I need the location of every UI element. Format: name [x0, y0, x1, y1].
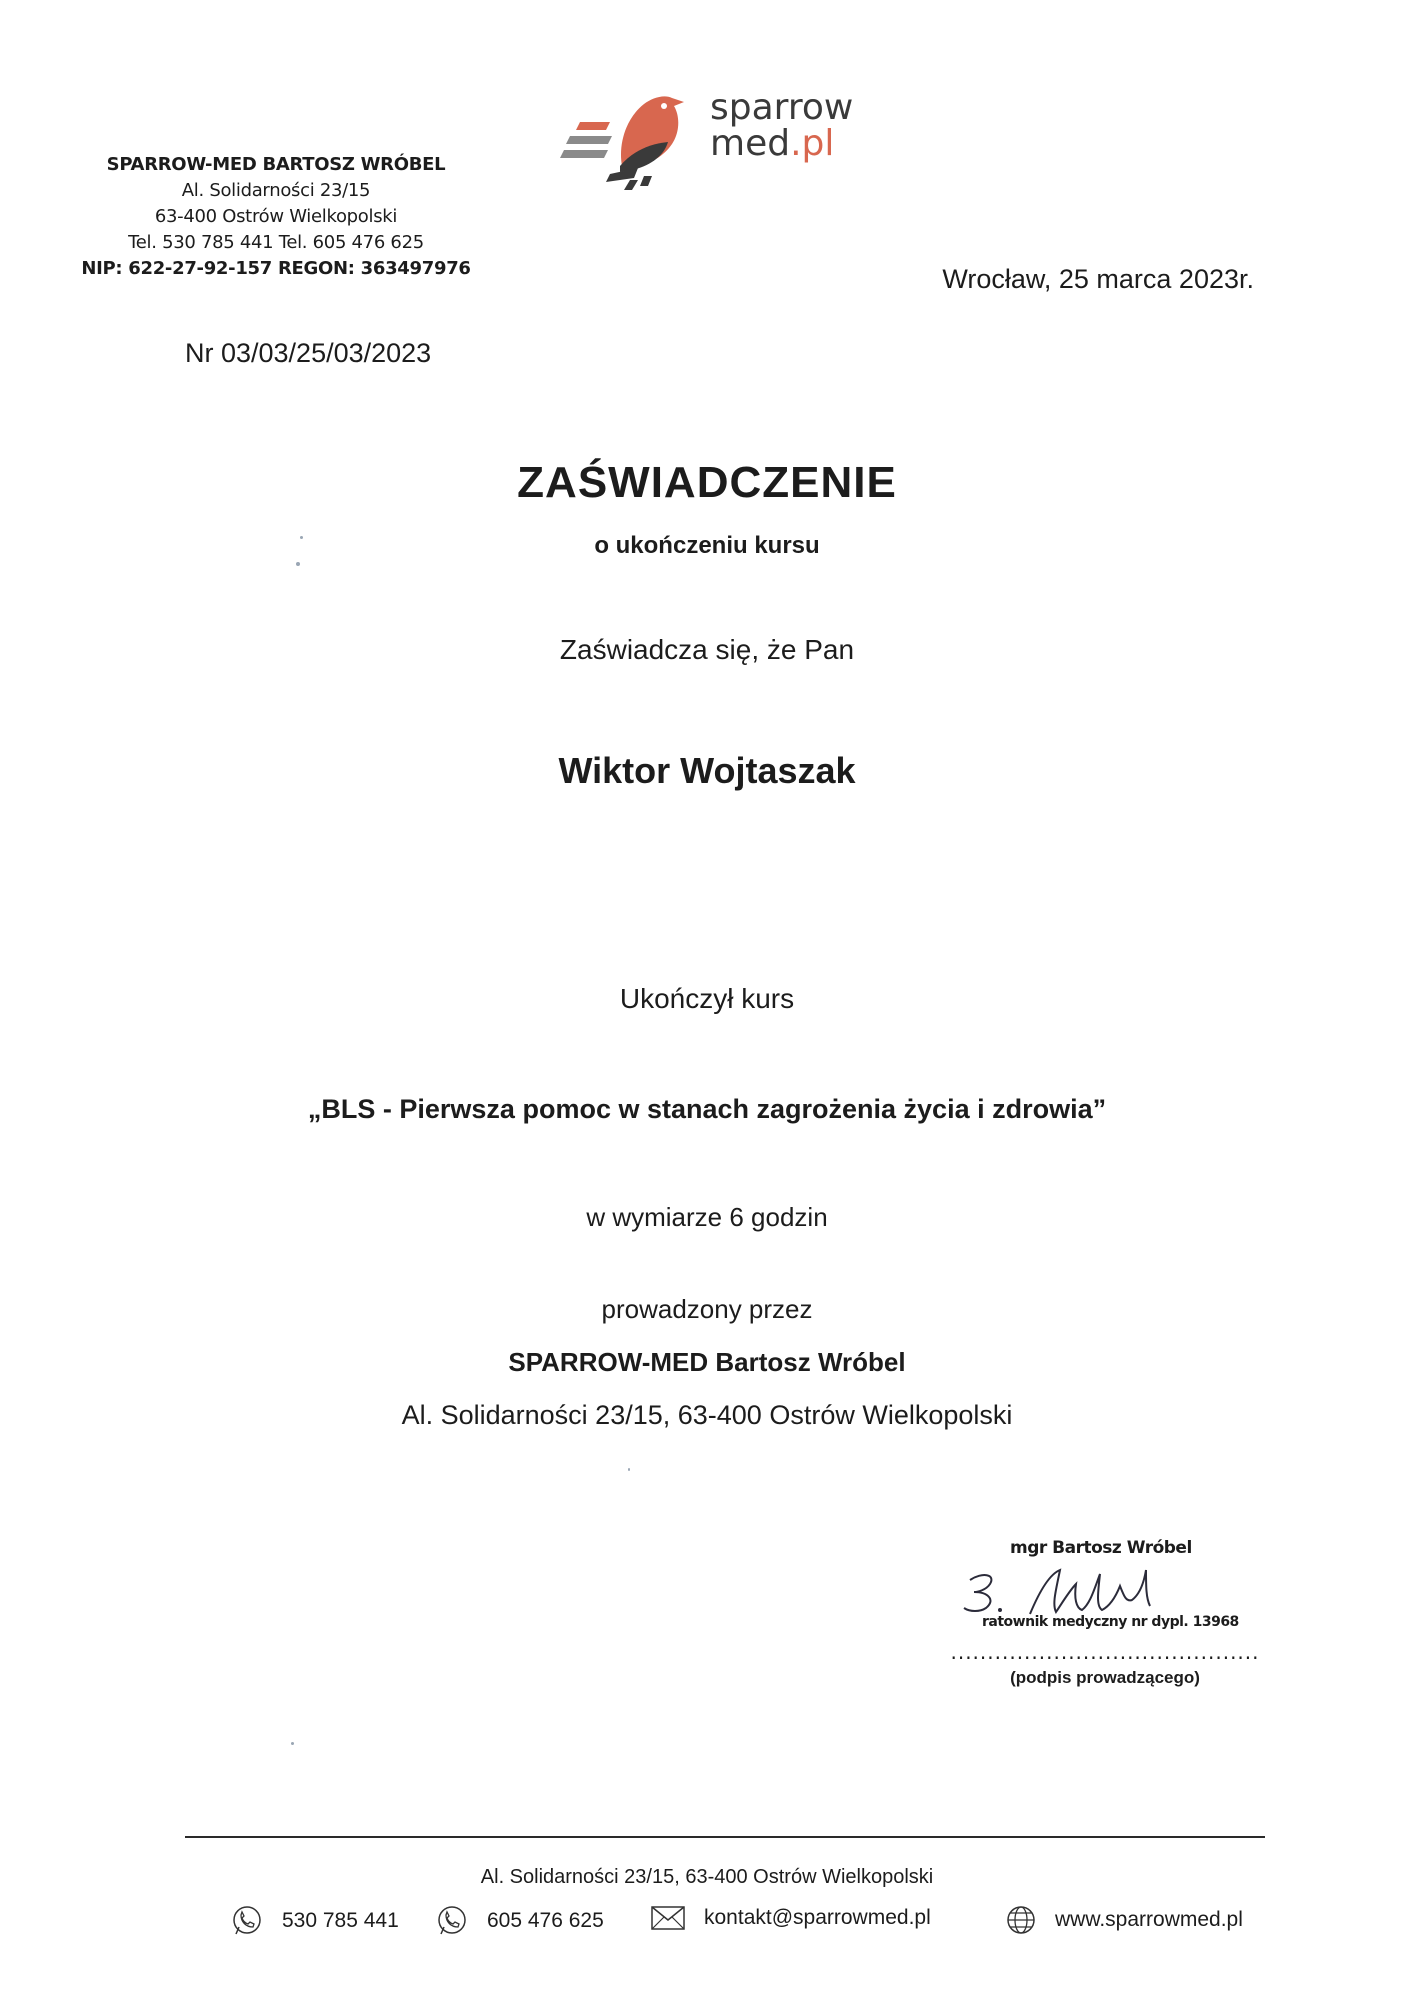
footer-website: [1005, 1904, 1243, 1936]
footer-phone-2-text: 605 476 625: [487, 1909, 604, 1932]
stamp-phones: Tel. 530 785 441 Tel. 605 476 625: [128, 232, 424, 253]
scan-speck: [300, 536, 303, 539]
signatory-name: mgr Bartosz Wróbel: [1010, 1538, 1192, 1558]
scan-speck: [628, 1468, 630, 1471]
signature-caption: (podpis prowadzącego): [1010, 1668, 1200, 1687]
signature-dotted-line: ..........................................: [950, 1640, 1260, 1664]
organizer-name: SPARROW-MED Bartosz Wróbel: [508, 1347, 906, 1377]
document-subtitle: o ukończeniu kursu: [594, 532, 820, 559]
stamp-ids: NIP: 622-27-92-157 REGON: 363497976: [81, 258, 471, 279]
sparrow-med-logo: [560, 82, 900, 192]
logo-word-med: med: [710, 123, 791, 164]
logo-word-sparrow: sparrow: [710, 87, 854, 128]
footer-address: Al. Solidarności 23/15, 63-400 Ostrów Wielkopolski: [480, 1866, 934, 1888]
footer-phone-2: [435, 1904, 604, 1938]
footer-website-text: www.sparrowmed.pl: [1055, 1908, 1243, 1931]
globe-icon: [1005, 1904, 1037, 1936]
logo-wordmark: [710, 87, 854, 164]
stamp-company-name: SPARROW-MED BARTOSZ WRÓBEL: [106, 154, 446, 175]
logo-word-pl: .pl: [790, 123, 835, 164]
scan-speck: [291, 1742, 294, 1745]
stamp-street: Al. Solidarności 23/15: [181, 180, 371, 201]
footer-phone-1-text: 530 785 441: [282, 1909, 399, 1932]
course-name: „BLS - Pierwsza pomoc w stanach zagrożenia życia i zdrowia”: [307, 1094, 1107, 1124]
sparrow-bird-icon: [560, 82, 710, 192]
city-date: Wrocław, 25 marca 2023r.: [942, 264, 1254, 294]
signature-stamp: [930, 1538, 1280, 1648]
signatory-title: ratownik medyczny nr dypl. 13968: [982, 1614, 1239, 1630]
completed-text: Ukończył kurs: [619, 983, 795, 1014]
document-number: Nr 03/03/25/03/2023: [185, 338, 432, 368]
footer-contacts: [230, 1904, 1270, 1944]
whatsapp-phone-icon: [435, 1904, 469, 1938]
footer-phone-1: [230, 1904, 399, 1938]
envelope-icon: [650, 1904, 686, 1932]
participant-name: Wiktor Wojtaszak: [558, 750, 856, 791]
conducted-by-text: prowadzony przez: [601, 1294, 813, 1324]
document-title: ZAŚWIADCZENIE: [517, 458, 897, 507]
scan-speck: [296, 562, 300, 566]
footer-divider: [185, 1836, 1265, 1838]
footer-email: [650, 1904, 931, 1932]
course-duration: w wymiarze 6 godzin: [586, 1202, 828, 1232]
footer-email-text: kontakt@sparrowmed.pl: [704, 1906, 931, 1929]
whatsapp-phone-icon: [230, 1904, 264, 1938]
organizer-address: Al. Solidarności 23/15, 63-400 Ostrów Wielkopolski: [401, 1400, 1013, 1430]
stamp-city: 63-400 Ostrów Wielkopolski: [154, 206, 398, 227]
certify-lead-text: Zaświadcza się, że Pan: [559, 634, 855, 665]
company-stamp: [70, 152, 482, 282]
